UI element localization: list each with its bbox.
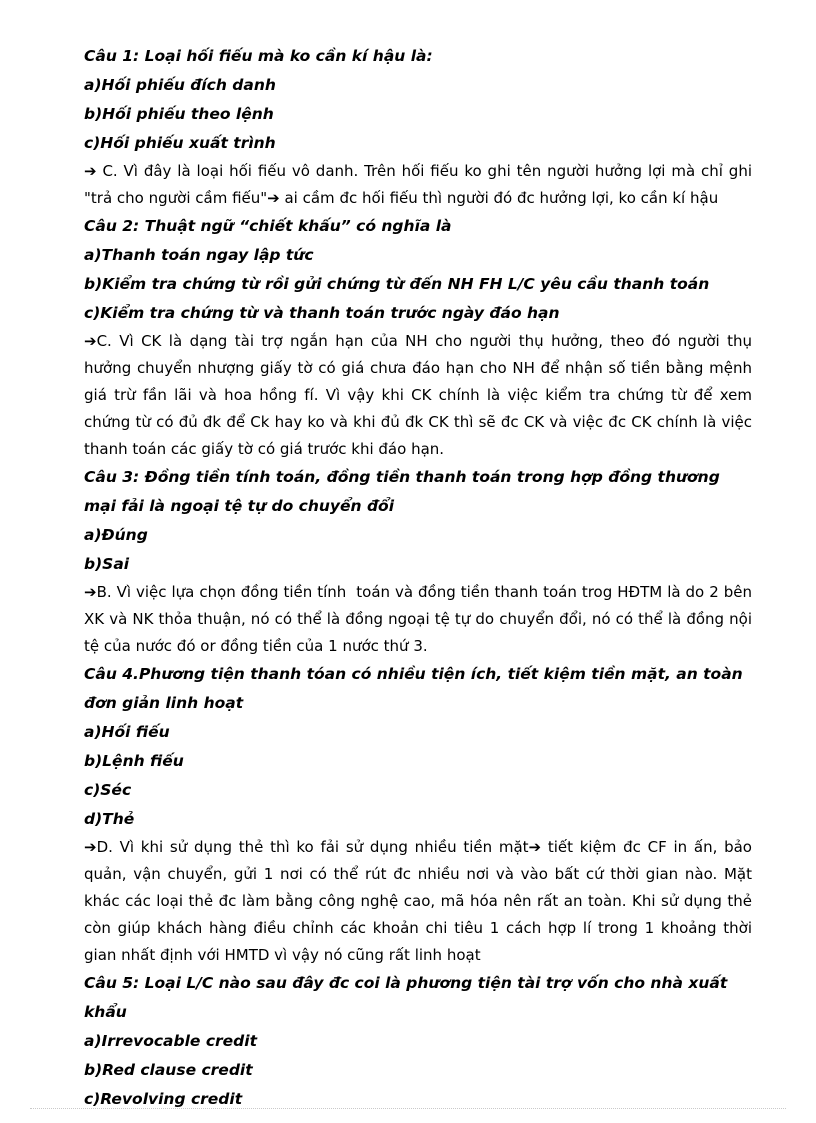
answer-option: c)Hối phiếu xuất trình [84, 134, 276, 152]
answer-option: b)Lệnh fiếu [84, 752, 184, 770]
answer-explanation: ➔ C. Vì đây là loại hối fiếu vô danh. Trên hối fiếu ko ghi tên người hưởng lợi mà chỉ ghi "trả cho người cầm fiếu"➔ ai cầm đc hối fiếu thì người đó đc hưởng lợi, ko cần kí hậu [84, 162, 757, 207]
document-body [84, 42, 757, 1114]
question-heading: Câu 3: Đồng tiền tính toán, đồng tiền thanh toán trong hợp đồng thương mại fải là ngoại tệ tự do chuyển đổi [84, 468, 726, 515]
question-heading: Câu 1: Loại hối fiếu mà ko cần kí hậu là: [84, 47, 433, 65]
answer-option: d)Thẻ [84, 810, 135, 828]
answer-option: a)Đúng [84, 526, 148, 544]
answer-option: a)Irrevocable credit [84, 1032, 257, 1050]
answer-explanation: ➔D. Vì khi sử dụng thẻ thì ko fải sử dụng nhiều tiền mặt➔ tiết kiệm đc CF in ấn, bảo quản, vận chuyển, gửi 1 nơi có thể rút đc nhiều nơi và vào bất cứ thời gian nào. Mặt khác các loại thẻ đc làm bằng công nghệ cao, mã hóa nên rất an toàn. Khi sử dụng thẻ còn giúp khách hàng điều chỉnh các khoản chi tiêu 1 cách hợp lí trong 1 khoảng thời gian nhất định với HMTD vì vậy nó cũng rất linh hoạt [84, 838, 757, 964]
answer-option: c)Kiểm tra chứng từ và thanh toán trước ngày đáo hạn [84, 304, 560, 322]
answer-option: c)Séc [84, 781, 132, 799]
page-footer-divider [30, 1108, 786, 1109]
answer-option: b)Red clause credit [84, 1061, 253, 1079]
answer-option: a)Thanh toán ngay lập tức [84, 246, 314, 264]
answer-option: b)Sai [84, 555, 130, 573]
question-heading: Câu 5: Loại L/C nào sau đây đc coi là phương tiện tài trợ vốn cho nhà xuất khẩu [84, 974, 733, 1021]
answer-option: c)Revolving credit [84, 1090, 243, 1108]
answer-explanation: ➔C. Vì CK là dạng tài trợ ngắn hạn của NH cho người thụ hưởng, theo đó người thụ hưởng chuyển nhượng giấy tờ có giá chưa đáo hạn cho NH để nhận số tiền bằng mệnh giá trừ fần lãi và hoa hồng fí. Vì vậy khi CK chính là việc kiểm tra chứng từ để xem chứng từ có đủ đk để Ck hay ko và khi đủ đk CK thì sẽ đc CK và việc đc CK chính là việc thanh toán các giấy tờ có giá trước khi đáo hạn. [84, 332, 757, 458]
answer-option: a)Hối phiếu đích danh [84, 76, 276, 94]
question-heading: Câu 4.Phương tiện thanh tóan có nhiều tiện ích, tiết kiệm tiền mặt, an toàn đơn giản linh hoạt [84, 665, 749, 712]
answer-option: b)Kiểm tra chứng từ rồi gửi chứng từ đến NH FH L/C yêu cầu thanh toán [84, 275, 710, 293]
answer-option: b)Hối phiếu theo lệnh [84, 105, 274, 123]
question-heading: Câu 2: Thuật ngữ “chiết khấu” có nghĩa là [84, 217, 452, 235]
answer-explanation: ➔B. Vì việc lựa chọn đồng tiền tính toán và đồng tiền thanh toán trog HĐTM là do 2 bên XK và NK thỏa thuận, nó có thể là đồng ngoại tệ tự do chuyển đổi, nó có thể là đồng nội tệ của nước đó or đồng tiền của 1 nước thứ 3. [84, 583, 757, 655]
answer-option: a)Hối fiếu [84, 723, 170, 741]
